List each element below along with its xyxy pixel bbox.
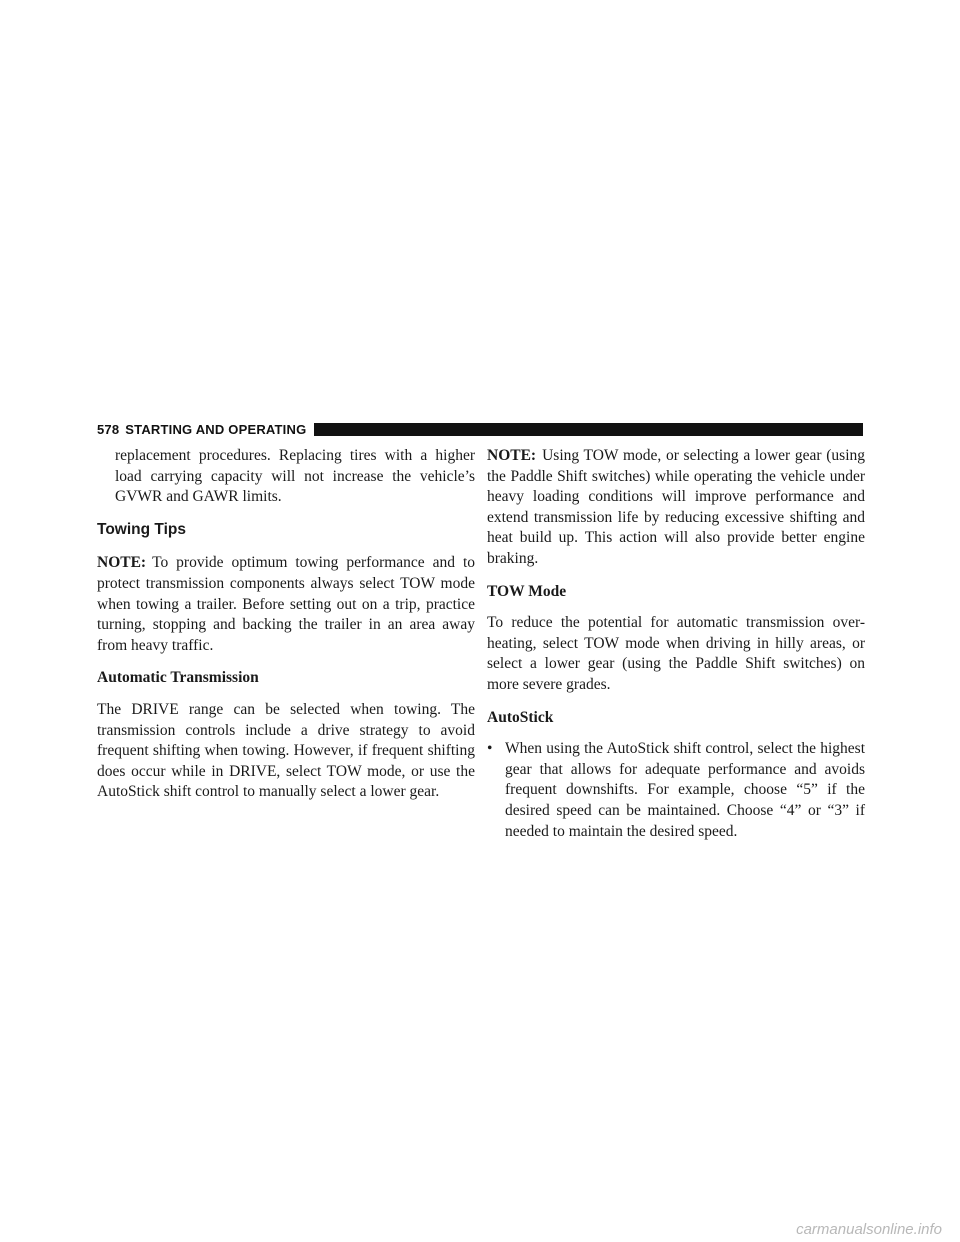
watermark-link[interactable]: carmanualsonline.info <box>796 1221 942 1238</box>
note-text: To provide optimum towing performance and to protect transmission components always select TOW mode when towing a trailer. Before setting out on a trip, practice turning, stopping and backing the trailer in an area away from heavy traffic. <box>97 554 475 654</box>
towing-note <box>97 553 475 656</box>
tow-mode-note <box>487 446 865 570</box>
right-column <box>487 446 865 842</box>
page-header <box>97 419 863 439</box>
left-column <box>97 446 475 803</box>
header-rule <box>314 423 863 436</box>
continued-paragraph: replacement procedures. Replacing tires with a higher load carrying capacity will not increase the vehicle’s GVWR and GAWR limits. <box>115 447 475 506</box>
towing-tips-heading: Towing Tips <box>97 520 186 538</box>
note-label: NOTE: <box>487 447 537 464</box>
bullet-text: When using the AutoStick shift control, select the highest gear that allows for adequate performance and avoids frequent downshifts. For example, choose “5” if the desired speed can be maintained. Choose “4” or “3” if needed to maintain the desired speed. <box>505 740 865 840</box>
automatic-transmission-paragraph: The DRIVE range can be selected when towing. The transmission controls include a drive strategy to avoid frequent shifting when towing. However, if frequent shifting does occur while in DRIVE, select TOW mode, or use the AutoStick shift control to manually select a lower gear. <box>97 700 475 801</box>
note-text: Using TOW mode, or selecting a lower gear (using the Paddle Shift switches) while operating the vehicle under heavy loading conditions will improve performance and extend transmission life by reducing excessive shifting and heat build up. This action will also provide better engine braking. <box>487 447 865 567</box>
bullet-item <box>487 739 865 842</box>
page-number: 578 <box>97 421 120 437</box>
autostick-heading: AutoStick <box>487 708 554 726</box>
bullet-icon: • <box>487 740 493 758</box>
tow-mode-heading: TOW Mode <box>487 582 567 600</box>
section-title: STARTING AND OPERATING <box>125 421 307 437</box>
tow-mode-paragraph: To reduce the potential for automatic transmission over-heating, select TOW mode when driving in hilly areas, or select a lower gear (using the Paddle Shift switches) on more severe grades. <box>487 614 865 693</box>
note-label: NOTE: <box>97 554 147 572</box>
automatic-transmission-heading: Automatic Transmission <box>97 669 259 687</box>
